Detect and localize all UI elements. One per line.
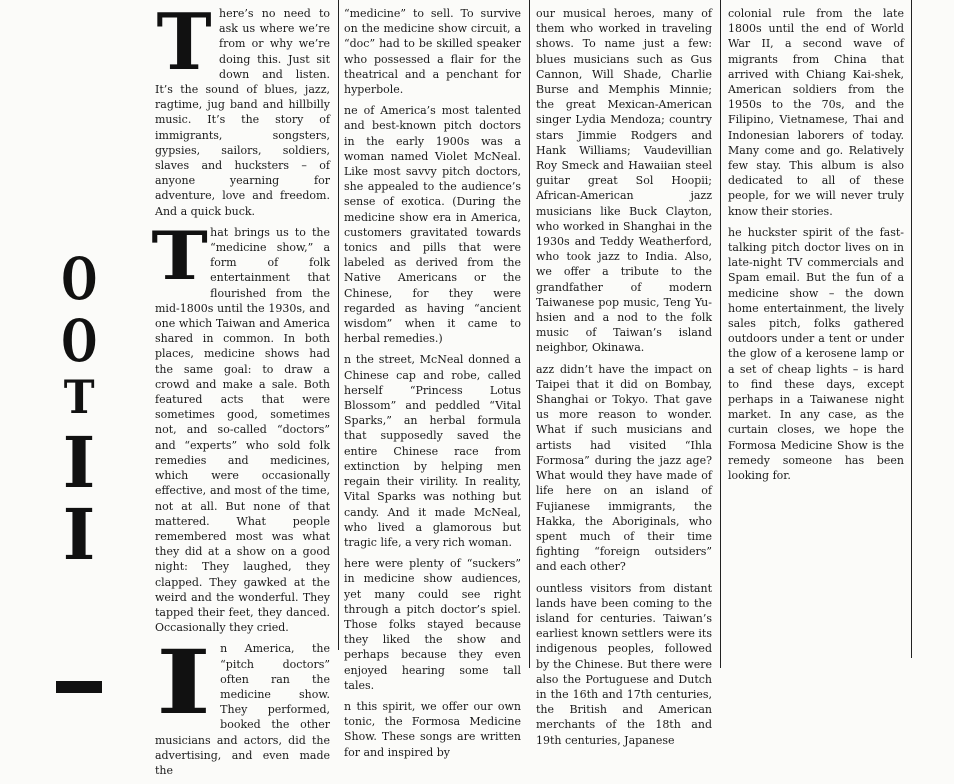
column-divider (911, 0, 912, 658)
paragraph: ne of America’s most talented and best-known pitch doctors in the early 1900s was a woman named Violet McNeal. Like most savvy pitch doctors, she appealed to the audience’s sense of exotica. (During the medicine show era in America, customers gravitated towards tonics and pills that were labeled as derived from the Native Americans or the Chinese, for they were regarded as having “ancient wisdom” when it came to herbal remedies.) (344, 104, 521, 346)
paragraph: colonial rule from the late 1800s until the end of World War II, a second wave of migrants from China that arrived with Chiang Kai-shek, American soldiers from the 1950s to the 70s, and the Filipino, Vietnamese, Thai and Indonesian laborers of today. Many come and go. Relatively few stay. This album is also dedicated to all of these people, for we will never truly know their stories. (728, 7, 904, 218)
drop-cap: T (151, 216, 208, 295)
drop-cap: I (155, 630, 212, 735)
paragraph: here were plenty of “suckers” in medicine show audiences, yet many could see right through a pitch doctor’s spiel. Those folks stayed because they liked the show and perhaps because they even enjoyed hearing some tall tales. (344, 557, 521, 692)
title-letter: I (62, 421, 96, 504)
text-column-2 (344, 6, 521, 766)
column-divider (338, 0, 339, 650)
paragraph: he huckster spirit of the fast-talking pitch doctor lives on in late-night TV commercials and Spam email. But the fun of a medicine show – the down home entertainment, the lively sales pitch, folks gathered outdoors under a tent or under the glow of a kerosene lamp or a set of cheap lights – is hard to find these days, except perhaps in a Taiwanese night market. In any case, as the curtain closes, we hope the Formosa Medicine Show is the remedy someone has been looking for. (728, 225, 904, 483)
text-column-4 (728, 6, 904, 489)
title-underline (56, 681, 102, 693)
title-letter: I (62, 493, 96, 576)
paragraph: ountless visitors from distant lands have been coming to the island for centuries. Taiwan’s earliest known settlers were its indigenous peoples, followed by the Chinese. But there were also the Portuguese and Dutch in the 16th and 17th centuries, the British and American merchants of the 18th and 19th centuries, Japanese (536, 581, 712, 747)
paragraph: n the street, McNeal donned a Chinese cap and robe, called herself “Princess Lotus Blossom” and peddled “Vital Sparks,” an herbal formula that supposedly saved the entire Chinese race from extinction by helping men regain their virility. In reality, Vital Sparks was nothing but candy. And it made McNeal, who lived a glamorous but tragic life, a very rich woman. (344, 353, 521, 549)
text-column-3 (536, 6, 712, 754)
column-divider (529, 0, 530, 668)
paragraph-text: hat brings us to the “medicine show,” a form of folk entertainment that flourished from the mid-1800s until the 1930s, and one which Taiwan and America shared in common. In both places, medicine shows had the same goal: to draw a crowd and make a sale. Both featured acts that were sometimes good, sometimes not, and so-called “doctors” and “experts” who sold folk remedies and medicines, which were occasionally effective, and most of the time, not at all. But none of that mattered. What people remembered most was what they did at a show on a good night: They laughed, they clapped. They gawked at the weird and the wonderful. They tapped their feet, they danced. Occasionally they cried. (155, 225, 330, 635)
text-column-1 (151, 0, 330, 784)
paragraph: n this spirit, we offer our own tonic, the Formosa Medicine Show. These songs are written for and inspired by (344, 699, 521, 759)
title-letter: T (63, 370, 95, 424)
paragraph-text: n America, the “pitch doctors” often ran the medicine show. They performed, booked the other musicians and actors, did the advertising, and even made the (155, 642, 330, 777)
paragraph: “medicine” to sell. To survive on the medicine show circuit, a “doc” had to be skilled speaker who possessed a flair for the theatrical and a penchant for hyperbole. (344, 7, 521, 97)
title-letter: O (61, 245, 97, 313)
paragraph (155, 630, 330, 778)
vertical-title (56, 245, 102, 693)
column-divider (720, 0, 721, 668)
drop-cap: T (156, 0, 212, 88)
paragraph: our musical heroes, many of them who worked in traveling shows. To name just a few: blues musicians such as Gus Cannon, Will Shade, Charlie Burse and Memphis Minnie; the great Mexican-American singer Lydia Mendoza; country stars Jimmie Rodgers and Hank Williams; Vaudevillian Roy Smeck and Hawaiian steel guitar great Sol Hoopii; African-American jazz musicians like Buck Clayton, who worked in Shanghai in the 1930s and Teddy Weatherford, who took jazz to India. Also, we offer a tribute to the grandfather of modern Taiwanese pop music, Teng Yu-hsien and a nod to the folk music of Taiwan’s island neighbor, Okinawa. (536, 7, 712, 355)
title-letter: O (61, 307, 97, 375)
paragraph (155, 0, 330, 219)
paragraph-text: here’s no need to ask us where we’re from or why we’re doing this. Just sit down and listen. It’s the sound of blues, jazz, ragtime, jug band and hillbilly music. It’s the story of immigrants, songsters, gypsies, sailors, soldiers, slaves and hucksters – of anyone yearning for adventure, love and freedom. And a quick buck. (155, 7, 330, 218)
paragraph: azz didn’t have the impact on Taipei that it did on Bombay, Shanghai or Tokyo. That gave us more reason to wonder. What if such musicians and artists had visited “Ihla Formosa” during the jazz age? What would they have made of life here on an island of Fujianese immigrants, the Hakka, the Aboriginals, who spent much of their time fighting “foreign outsiders” and each other? (536, 362, 712, 574)
paragraph (151, 216, 330, 635)
